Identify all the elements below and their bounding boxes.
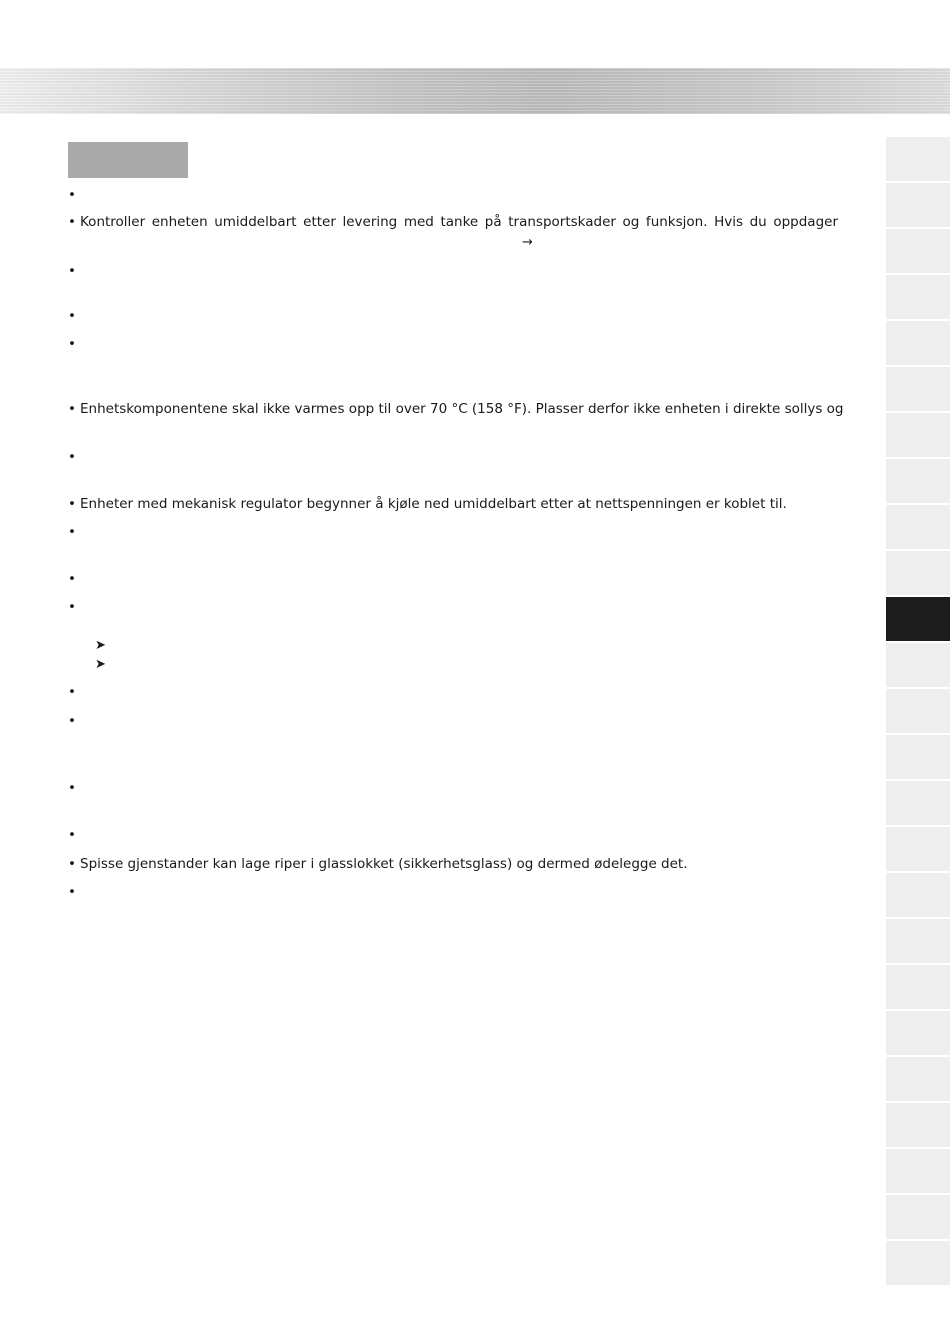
header-band bbox=[0, 68, 950, 114]
sub-bullet-arrow-icon: ➤ bbox=[95, 638, 106, 653]
bullet-icon: • bbox=[68, 571, 76, 587]
bullet-icon: • bbox=[68, 884, 76, 900]
bullet-icon: • bbox=[68, 263, 76, 279]
bullet-item bbox=[68, 883, 838, 901]
bullet-item bbox=[68, 598, 838, 616]
bullet-icon: • bbox=[68, 214, 76, 230]
bullet-icon: • bbox=[68, 336, 76, 352]
bullet-text: Enhetskomponentene skal ikke varmes opp til over 70 °C (158 °F). Plasser derfor ikke enheten i direkte sollys og bbox=[80, 401, 844, 417]
bullet-icon: • bbox=[68, 496, 76, 512]
side-tab[interactable] bbox=[886, 919, 950, 963]
side-tab[interactable] bbox=[886, 1195, 950, 1239]
side-tab[interactable] bbox=[886, 1057, 950, 1101]
bullet-item bbox=[68, 570, 838, 588]
bullet-item bbox=[68, 712, 838, 730]
side-tab[interactable] bbox=[886, 183, 950, 227]
bullet-item bbox=[68, 826, 838, 844]
side-tab[interactable] bbox=[886, 1011, 950, 1055]
bullet-icon: • bbox=[68, 827, 76, 843]
side-tab[interactable] bbox=[886, 551, 950, 595]
bullet-item bbox=[68, 523, 838, 541]
bullet-item bbox=[68, 448, 838, 466]
bullet-item bbox=[68, 307, 838, 325]
side-tab[interactable] bbox=[886, 137, 950, 181]
sub-bullet-arrow-icon: ➤ bbox=[95, 657, 106, 672]
side-tab[interactable] bbox=[886, 689, 950, 733]
side-tab[interactable] bbox=[886, 229, 950, 273]
side-tab[interactable] bbox=[886, 735, 950, 779]
section-heading-box bbox=[68, 142, 188, 178]
bullet-icon: • bbox=[68, 713, 76, 729]
bullet-text: Kontroller enheten umiddelbart etter levering med tanke på transportskader og funksjon. Hvis du oppdager bbox=[80, 214, 838, 230]
side-tab[interactable] bbox=[886, 873, 950, 917]
bullet-text: Spisse gjenstander kan lage riper i glasslokket (sikkerhetsglass) og dermed ødelegge det. bbox=[80, 856, 688, 872]
bullet-item bbox=[68, 683, 838, 701]
bullet-icon: • bbox=[68, 780, 76, 796]
bullet-item bbox=[68, 400, 844, 418]
bullet-icon: • bbox=[68, 599, 76, 615]
bullet-icon: • bbox=[68, 856, 76, 872]
bullet-icon: • bbox=[68, 449, 76, 465]
side-tab[interactable] bbox=[886, 367, 950, 411]
bullet-item bbox=[68, 855, 838, 873]
bullet-item bbox=[68, 495, 838, 513]
side-tab[interactable] bbox=[886, 1241, 950, 1285]
side-tab[interactable] bbox=[886, 459, 950, 503]
side-tab[interactable] bbox=[886, 1103, 950, 1147]
bullet-item bbox=[68, 335, 838, 353]
bullet-icon: • bbox=[68, 684, 76, 700]
bullet-icon: • bbox=[68, 524, 76, 540]
bullet-item bbox=[68, 779, 838, 797]
side-tab[interactable] bbox=[886, 1149, 950, 1193]
side-tab-active[interactable] bbox=[886, 597, 950, 641]
side-tab[interactable] bbox=[886, 827, 950, 871]
bullet-item bbox=[68, 213, 838, 231]
side-tab[interactable] bbox=[886, 275, 950, 319]
side-tab[interactable] bbox=[886, 321, 950, 365]
side-tab[interactable] bbox=[886, 505, 950, 549]
bullet-text: Enheter med mekanisk regulator begynner å kjøle ned umiddelbart etter at nettspenningen er koblet til. bbox=[80, 496, 787, 512]
side-tab[interactable] bbox=[886, 643, 950, 687]
arrow-right-icon: → bbox=[522, 235, 533, 250]
bullet-icon: • bbox=[68, 187, 76, 203]
bullet-item bbox=[68, 262, 838, 280]
side-tab-index bbox=[886, 137, 950, 1287]
bullet-icon: • bbox=[68, 401, 76, 417]
bullet-icon: • bbox=[68, 308, 76, 324]
side-tab[interactable] bbox=[886, 413, 950, 457]
side-tab[interactable] bbox=[886, 781, 950, 825]
side-tab[interactable] bbox=[886, 965, 950, 1009]
bullet-item bbox=[68, 186, 838, 204]
